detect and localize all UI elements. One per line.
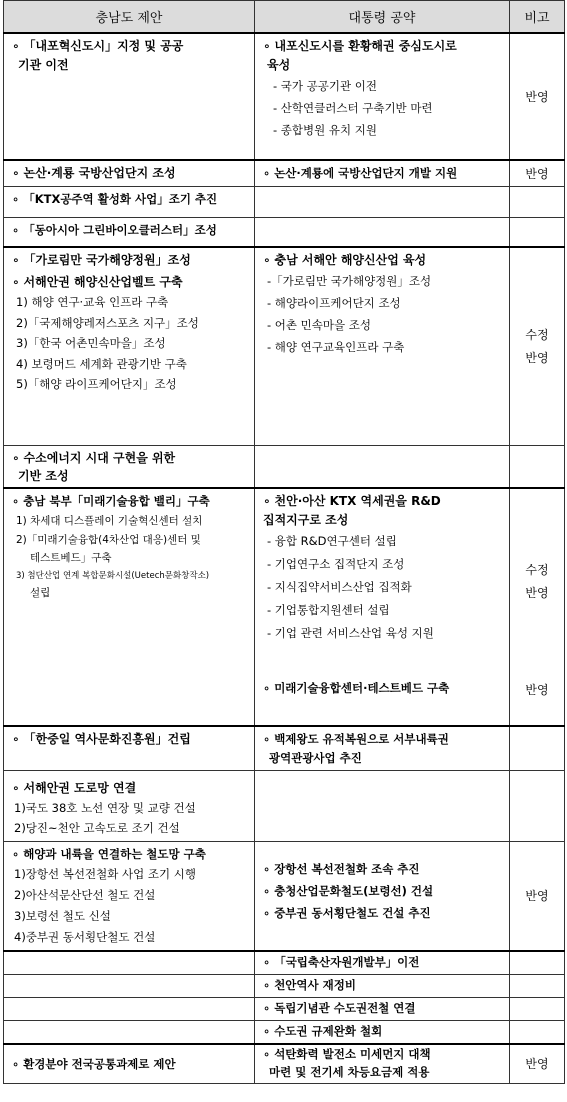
proposal-sub-item: 5)「해양 라이프케어단지」조성 bbox=[16, 377, 177, 391]
note-cell bbox=[510, 186, 565, 217]
proposal-sub-item: 1)장항선 복선전철화 사업 조기 시행 bbox=[14, 866, 196, 881]
pledge-text: ∘ 「국립축산자원개발부」이전 bbox=[263, 953, 503, 972]
proposal-cell bbox=[4, 247, 255, 445]
proposal-cell bbox=[4, 1044, 255, 1084]
table-row bbox=[4, 974, 565, 997]
table-row bbox=[4, 951, 565, 975]
proposal-cell bbox=[4, 488, 255, 726]
note-cell bbox=[510, 974, 565, 997]
pledge-text: ∘ 미래기술융합센터·테스트베드 구축 bbox=[263, 679, 503, 698]
proposal-cell bbox=[4, 33, 255, 160]
note-line: 반영 bbox=[525, 585, 549, 600]
table-row bbox=[4, 247, 565, 445]
note-cell: 반영 bbox=[510, 841, 565, 951]
pledge-cell bbox=[255, 445, 510, 488]
pledge-sub-item: - 어촌 민속마을 조성 bbox=[267, 318, 371, 332]
proposal-cell bbox=[4, 1020, 255, 1044]
pledge-sub-item: - 해양 연구교육인프라 구축 bbox=[267, 340, 405, 354]
proposal-text: ∘ 「가로림만 국가해양정원」조성 bbox=[12, 251, 248, 270]
pledge-cell bbox=[255, 997, 510, 1020]
proposal-sub-item: 2)아산석문산단선 철도 건설 bbox=[14, 887, 156, 902]
proposal-sub-item: 1) 해양 연구·교육 인프라 구축 bbox=[16, 295, 169, 309]
note-cell bbox=[510, 488, 565, 726]
pledge-sub-item: - 기업연구소 집적단지 조성 bbox=[267, 556, 405, 571]
proposal-text: ∘ 논산·계룡 국방산업단지 조성 bbox=[12, 164, 248, 183]
proposal-cell bbox=[4, 160, 255, 186]
pledge-text: ∘ 충청산업문화철도(보령선) 건설 bbox=[263, 880, 503, 902]
pledge-cell bbox=[255, 726, 510, 771]
pledge-text: ∘ 백제왕도 유적복원으로 서부내륙권 bbox=[263, 730, 503, 749]
proposal-cell bbox=[4, 186, 255, 217]
pledge-text: ∘ 독립기념관 수도권전철 연결 bbox=[263, 999, 503, 1018]
pledge-cell bbox=[255, 33, 510, 160]
proposal-text: ∘ 수소에너지 시대 구현을 위한 bbox=[12, 449, 248, 467]
pledge-cell bbox=[255, 217, 510, 247]
pledge-text: ∘ 석탄화력 발전소 미세먼지 대책 bbox=[263, 1045, 503, 1063]
table-row bbox=[4, 445, 565, 488]
note-line: 수정 bbox=[525, 562, 549, 577]
proposal-text-cont: 기반 조성 bbox=[18, 468, 69, 483]
pledge-comparison-table bbox=[3, 0, 565, 1084]
proposal-sub-item: 1) 차세대 디스플레이 기술혁신센터 설치 bbox=[16, 514, 203, 527]
pledge-cell bbox=[255, 974, 510, 997]
pledge-cell bbox=[255, 1044, 510, 1084]
pledge-cell bbox=[255, 488, 510, 726]
proposal-sub-item: 3) 첨단산업 연계 복합문화시설(Uetech문화창작소) bbox=[16, 571, 210, 581]
proposal-sub-item: 2)「미래기술융합(4차산업 대응)센터 및 bbox=[16, 534, 201, 546]
proposal-cell bbox=[4, 217, 255, 247]
pledge-cell bbox=[255, 160, 510, 186]
note-cell bbox=[510, 217, 565, 247]
proposal-text: ∘ 「동아시아 그린바이오클러스터」조성 bbox=[12, 221, 248, 240]
proposal-cell bbox=[4, 974, 255, 997]
pledge-sub-item: -「가로림만 국가해양정원」조성 bbox=[267, 274, 432, 288]
pledge-cell bbox=[255, 1020, 510, 1044]
table-row bbox=[4, 160, 565, 186]
note-line: 반영 bbox=[525, 351, 549, 366]
note-cell: 반영 bbox=[510, 1044, 565, 1084]
pledge-cell bbox=[255, 186, 510, 217]
pledge-sub-item: - 종합병원 유치 지원 bbox=[273, 123, 377, 137]
proposal-text: ∘ 서해안권 해양신산업벨트 구축 bbox=[12, 273, 248, 292]
header-pledge: 대통령 공약 bbox=[255, 1, 510, 34]
note-cell bbox=[510, 1020, 565, 1044]
proposal-text: ∘ 환경분야 전국공통과제로 제안 bbox=[12, 1055, 248, 1074]
pledge-text: ∘ 천안역사 재정비 bbox=[263, 976, 503, 995]
pledge-text-cont: 집적지구로 조성 bbox=[263, 512, 349, 527]
pledge-text-cont: 광역관광사업 추진 bbox=[269, 750, 362, 765]
pledge-sub-item: - 지식집약서비스산업 집적화 bbox=[267, 579, 412, 594]
note-cell bbox=[510, 247, 565, 445]
pledge-sub-item: - 국가 공공기관 이전 bbox=[273, 79, 377, 93]
table-row bbox=[4, 488, 565, 726]
proposal-cell bbox=[4, 770, 255, 841]
table-row bbox=[4, 770, 565, 841]
note-cell bbox=[510, 997, 565, 1020]
table-row bbox=[4, 33, 565, 160]
pledge-text: ∘ 수도권 규제완화 철회 bbox=[263, 1022, 503, 1041]
proposal-cell bbox=[4, 841, 255, 951]
proposal-cell bbox=[4, 951, 255, 975]
proposal-sub-item: 2)당진~천안 고속도로 조기 건설 bbox=[14, 821, 180, 835]
pledge-cell bbox=[255, 951, 510, 975]
table-row bbox=[4, 1020, 565, 1044]
note-cell bbox=[510, 770, 565, 841]
note-line: 반영 bbox=[525, 682, 549, 697]
proposal-text: ∘ 서해안권 도로망 연결 bbox=[12, 779, 248, 798]
proposal-sub-item: 3)보령선 철도 신설 bbox=[14, 908, 111, 923]
pledge-text-cont: 육성 bbox=[267, 58, 291, 72]
table-row bbox=[4, 841, 565, 951]
pledge-text: ∘ 논산·계룡에 국방산업단지 개발 지원 bbox=[263, 164, 503, 183]
pledge-sub-item: - 융합 R&D연구센터 설립 bbox=[267, 533, 397, 548]
proposal-sub-item: 테스트베드」구축 bbox=[30, 552, 112, 564]
proposal-sub-item: 4)중부권 동서횡단철도 건설 bbox=[14, 929, 156, 944]
pledge-text: ∘ 천안·아산 KTX 역세권을 R&D bbox=[263, 492, 503, 511]
note-line: 수정 bbox=[525, 328, 549, 343]
proposal-cell bbox=[4, 726, 255, 771]
table-row bbox=[4, 186, 565, 217]
proposal-sub-item: 4) 보령머드 세계화 관광기반 구축 bbox=[16, 356, 187, 371]
pledge-text: ∘ 중부권 동서횡단철도 건설 추진 bbox=[263, 902, 503, 924]
proposal-sub-item: 2)「국제해양레저스포츠 지구」조성 bbox=[16, 315, 199, 330]
note-cell bbox=[510, 951, 565, 975]
pledge-text: ∘ 장항선 복선전철화 조속 추진 bbox=[263, 858, 503, 880]
note-cell bbox=[510, 445, 565, 488]
proposal-sub-item: 1)국도 38호 노선 연장 및 교량 건설 bbox=[14, 800, 196, 815]
pledge-sub-item: - 기업통합지원센터 설립 bbox=[267, 602, 390, 617]
table-row bbox=[4, 1044, 565, 1084]
proposal-text: ∘ 「한중일 역사문화진흥원」건립 bbox=[12, 730, 248, 749]
note-cell: 반영 bbox=[510, 33, 565, 160]
proposal-text-cont: 기관 이전 bbox=[18, 58, 69, 72]
pledge-sub-item: - 기업 관련 서비스산업 육성 지원 bbox=[267, 625, 434, 640]
pledge-sub-item: - 산학연클러스터 구축기반 마련 bbox=[273, 101, 433, 115]
pledge-text-cont: 마련 및 전기세 차등요금제 적용 bbox=[269, 1064, 430, 1079]
proposal-text: ∘ 「내포혁신도시」지정 및 공공 bbox=[12, 37, 248, 56]
pledge-text: ∘ 내포신도시를 환황해권 중심도시로 bbox=[263, 37, 503, 56]
note-cell: 반영 bbox=[510, 160, 565, 186]
header-row bbox=[4, 1, 565, 34]
note-cell bbox=[510, 726, 565, 771]
proposal-cell bbox=[4, 997, 255, 1020]
proposal-cell bbox=[4, 445, 255, 488]
proposal-text: ∘ 충남 북부「미래기술융합 밸리」구축 bbox=[12, 492, 248, 511]
header-note: 비고 bbox=[510, 1, 565, 34]
header-proposal: 충남도 제안 bbox=[4, 1, 255, 34]
proposal-text: ∘ 「KTX공주역 활성화 사업」조기 추진 bbox=[12, 190, 248, 209]
pledge-sub-item: - 해양라이프케어단지 조성 bbox=[267, 296, 401, 310]
proposal-sub-item: 3)「한국 어촌민속마을」조성 bbox=[16, 336, 166, 350]
pledge-cell bbox=[255, 247, 510, 445]
table-row bbox=[4, 217, 565, 247]
table-row bbox=[4, 726, 565, 771]
pledge-cell bbox=[255, 841, 510, 951]
table-row bbox=[4, 997, 565, 1020]
pledge-text: ∘ 충남 서해안 해양신산업 육성 bbox=[263, 251, 503, 270]
proposal-sub-item: 설립 bbox=[30, 587, 51, 599]
pledge-cell bbox=[255, 770, 510, 841]
proposal-text: ∘ 해양과 내륙을 연결하는 철도망 구축 bbox=[12, 845, 248, 864]
